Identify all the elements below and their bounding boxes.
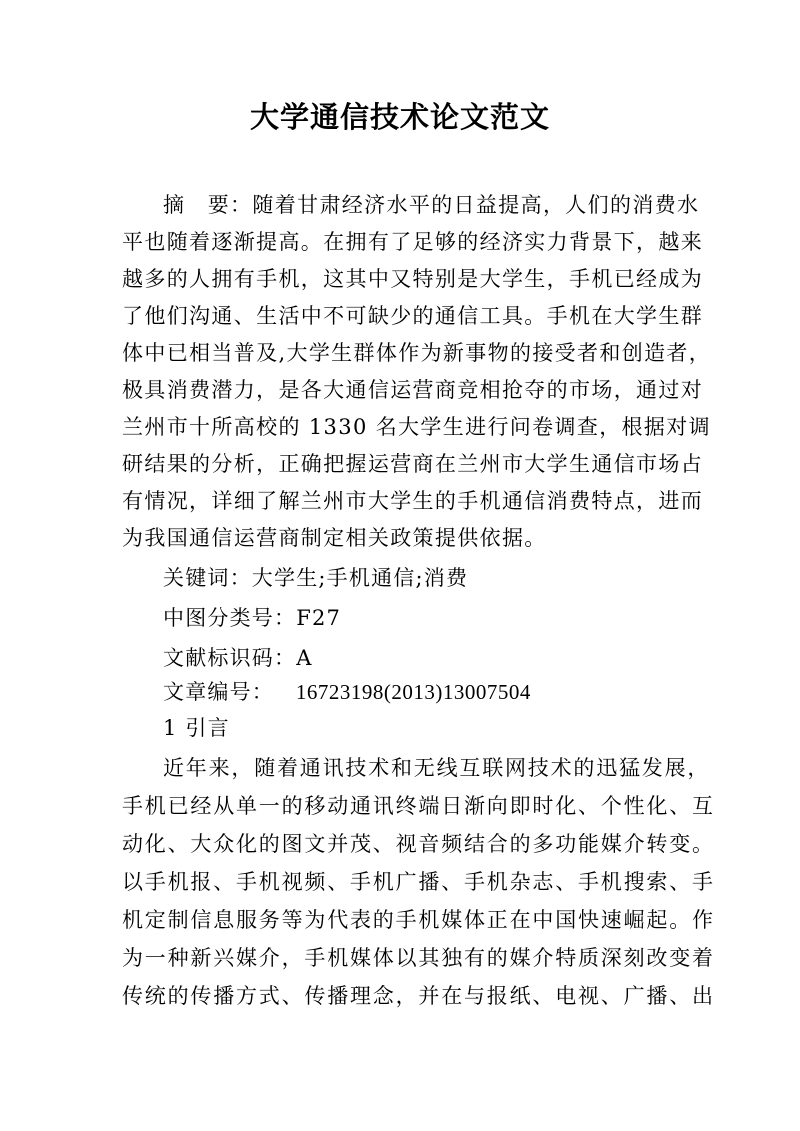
intro-line-5: 机定制信息服务等为代表的手机媒体正在中国快速崛起。作	[122, 908, 715, 932]
abstract-line-6: 极具消费潜力，是各大通信运营商竞相抢夺的市场，通过对	[122, 378, 704, 402]
abstract-line-2: 平也随着逐渐提高。在拥有了足够的经济实力背景下，越来	[122, 230, 704, 254]
abstract-line-9: 有情况，详细了解兰州市大学生的手机通信消费特点，进而	[122, 489, 704, 513]
document-title: 大学通信技术论文范文	[249, 100, 550, 134]
intro-line-3: 动化、大众化的图文并茂、视音频结合的多功能媒介转变。	[122, 832, 715, 856]
section-heading: 1 引言	[163, 716, 230, 740]
classification-line: 中图分类号：F27	[163, 606, 342, 630]
intro-line-4: 以手机报、手机视频、手机广播、手机杂志、手机搜索、手	[122, 870, 715, 894]
abstract-line-7: 兰州市十所高校的 1330 名大学生进行问卷调查，根据对调	[122, 415, 711, 439]
abstract-line-3: 越多的人拥有手机，这其中又特别是大学生，手机已经成为	[122, 267, 704, 291]
intro-line-2: 手机已经从单一的移动通讯终端日渐向即时化、个性化、互	[122, 794, 715, 818]
keywords-line: 关键词：大学生;手机通信;消费	[163, 566, 469, 590]
doc-code-line: 文献标识码：A	[163, 646, 313, 670]
abstract-line-10: 为我国通信运营商制定相关政策提供依据。	[122, 526, 547, 550]
intro-line-7: 传统的传播方式、传播理念，并在与报纸、电视、广播、出	[122, 984, 715, 1008]
abstract-line-8: 研结果的分析，正确把握运营商在兰州市大学生通信市场占	[122, 452, 704, 476]
intro-line-6: 为一种新兴媒介，手机媒体以其独有的媒介特质深刻改变着	[122, 946, 715, 970]
abstract-line-4: 了他们沟通、生活中不可缺少的通信工具。手机在大学生群	[122, 304, 704, 328]
article-number-value: 16723198(2013)13007504	[295, 680, 531, 704]
intro-line-1: 近年来，随着通讯技术和无线互联网技术的迅猛发展，	[163, 756, 711, 780]
article-number-label: 文章编号：	[163, 680, 274, 704]
abstract-line-5: 体中已相当普及,大学生群体作为新事物的接受者和创造者，	[122, 341, 712, 365]
article-number-line	[163, 677, 531, 707]
abstract-line-1: 摘 要：随着甘肃经济水平的日益提高，人们的消费水	[163, 193, 700, 217]
